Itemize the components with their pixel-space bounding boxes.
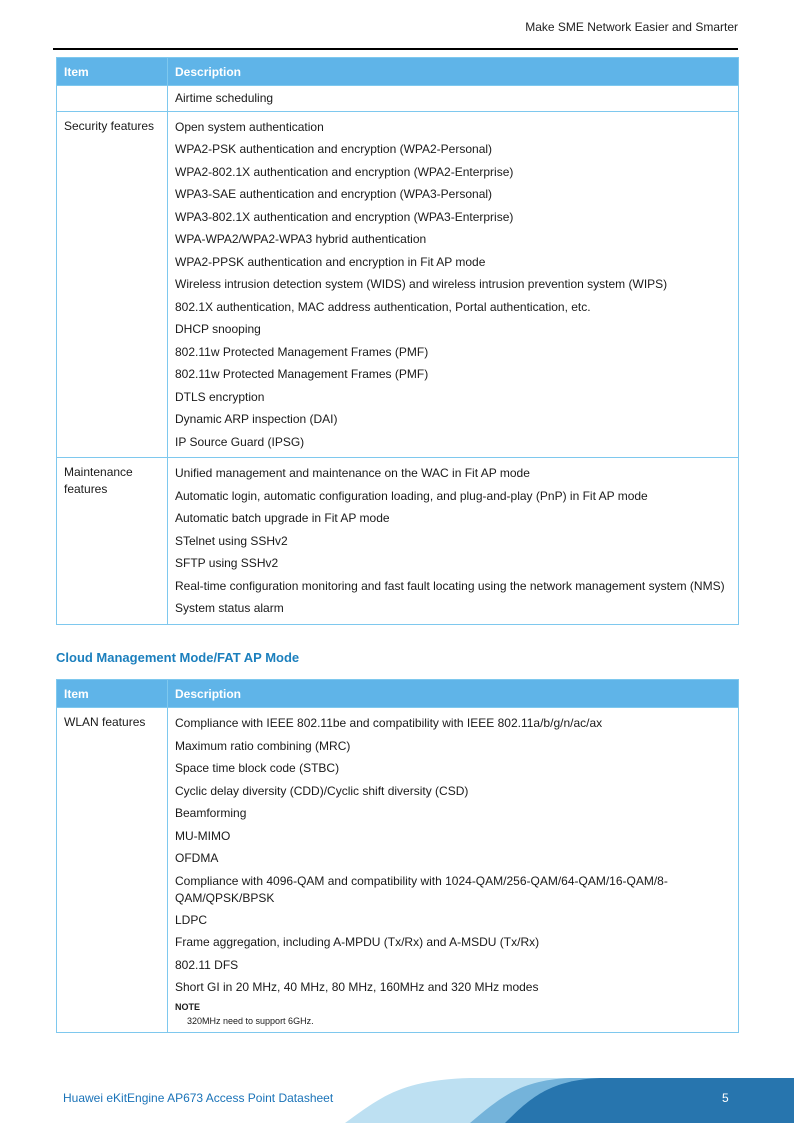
- item-label: WLAN features: [64, 715, 146, 729]
- description-line: DHCP snooping: [175, 322, 261, 336]
- description-line: WPA-WPA2/WPA2-WPA3 hybrid authentication: [175, 232, 427, 246]
- description-line: WPA2-802.1X authentication and encryption (WPA2-Enterprise): [175, 164, 514, 179]
- page-header-tagline: Make SME Network Easier and Smarter: [525, 20, 738, 34]
- item-label: Maintenance features: [64, 465, 133, 496]
- description-line: MU-MIMO: [175, 828, 231, 843]
- description-line: Maximum ratio combining (MRC): [175, 738, 351, 753]
- row-item: [57, 708, 168, 1033]
- description-line: WPA2-PSK authentication and encryption (WPA2-Personal): [175, 142, 493, 156]
- table-row: [57, 86, 739, 112]
- description-line: Open system authentication: [175, 119, 324, 134]
- table-row: [57, 708, 739, 1033]
- description-line: LDPC: [175, 912, 208, 927]
- description-line: 802.11w Protected Management Frames (PMF): [175, 367, 429, 381]
- description-line: Dynamic ARP inspection (DAI): [175, 412, 338, 426]
- description-line: STelnet using SSHv2: [175, 533, 288, 548]
- description-line: OFDMA: [175, 851, 219, 865]
- row-description: [168, 111, 739, 458]
- row-description: [168, 86, 739, 112]
- description-line: Compliance with 4096-QAM and compatibility with 1024-QAM/256-QAM/64-QAM/16-QAM/8-QAM/QPSK/BPSK: [175, 873, 668, 905]
- description-line: WPA3-SAE authentication and encryption (WPA3-Personal): [175, 187, 493, 201]
- description-line: IP Source Guard (IPSG): [175, 434, 305, 449]
- description-line: Automatic batch upgrade in Fit AP mode: [175, 511, 390, 525]
- description-line: SFTP using SSHv2: [175, 556, 279, 570]
- description-line: Airtime scheduling: [175, 91, 274, 105]
- description-line: 802.11 DFS: [175, 957, 239, 972]
- description-line: Automatic login, automatic configuration loading, and plug-and-play (PnP) in Fit AP mode: [175, 488, 648, 503]
- description-line: Beamforming: [175, 806, 247, 820]
- column-header-description: Description: [168, 58, 739, 86]
- description-line: Wireless intrusion detection system (WIDS) and wireless intrusion prevention system (WIPS): [175, 277, 668, 291]
- item-label: Security features: [64, 118, 155, 133]
- header-rule: [53, 48, 738, 50]
- description-line: WPA3-802.1X authentication and encryption (WPA3-Enterprise): [175, 209, 514, 224]
- row-description: [168, 458, 739, 625]
- fit-ap-feature-table: [56, 57, 739, 625]
- table-header-row: [57, 680, 739, 708]
- table-row: [57, 111, 739, 458]
- row-description: [168, 708, 739, 1033]
- note-text: 320MHz need to support 6GHz.: [187, 1015, 314, 1026]
- table-header-row: [57, 58, 739, 86]
- row-item: [57, 86, 168, 112]
- description-line: Frame aggregation, including A-MPDU (Tx/Rx) and A-MSDU (Tx/Rx): [175, 935, 540, 949]
- footer-document-title: Huawei eKitEngine AP673 Access Point Datasheet: [63, 1091, 334, 1105]
- description-line: Real-time configuration monitoring and fast fault locating using the network management system (NMS): [175, 578, 725, 593]
- description-line: Cyclic delay diversity (CDD)/Cyclic shift diversity (CSD): [175, 783, 469, 798]
- description-line: System status alarm: [175, 601, 284, 615]
- description-line: WPA2-PPSK authentication and encryption in Fit AP mode: [175, 254, 486, 269]
- table-row: [57, 458, 739, 625]
- column-header-item: Item: [57, 680, 168, 708]
- note-title: NOTE: [175, 1001, 201, 1012]
- description-line: DTLS encryption: [175, 389, 265, 404]
- page-number: 5: [722, 1091, 729, 1105]
- description-line: 802.11w Protected Management Frames (PMF): [175, 344, 429, 359]
- description-line: Space time block code (STBC): [175, 761, 340, 775]
- column-header-description: Description: [168, 680, 739, 708]
- description-line: Short GI in 20 MHz, 40 MHz, 80 MHz, 160MHz and 320 MHz modes: [175, 980, 539, 994]
- section-title: Cloud Management Mode/FAT AP Mode: [56, 650, 300, 665]
- cloud-fat-ap-feature-table: [56, 679, 739, 1033]
- row-item: [57, 111, 168, 458]
- description-line: Unified management and maintenance on the WAC in Fit AP mode: [175, 466, 530, 480]
- row-item: [57, 458, 168, 625]
- description-line: Compliance with IEEE 802.11be and compatibility with IEEE 802.11a/b/g/n/ac/ax: [175, 716, 603, 730]
- description-line: 802.1X authentication, MAC address authentication, Portal authentication, etc.: [175, 299, 591, 314]
- column-header-item: Item: [57, 58, 168, 86]
